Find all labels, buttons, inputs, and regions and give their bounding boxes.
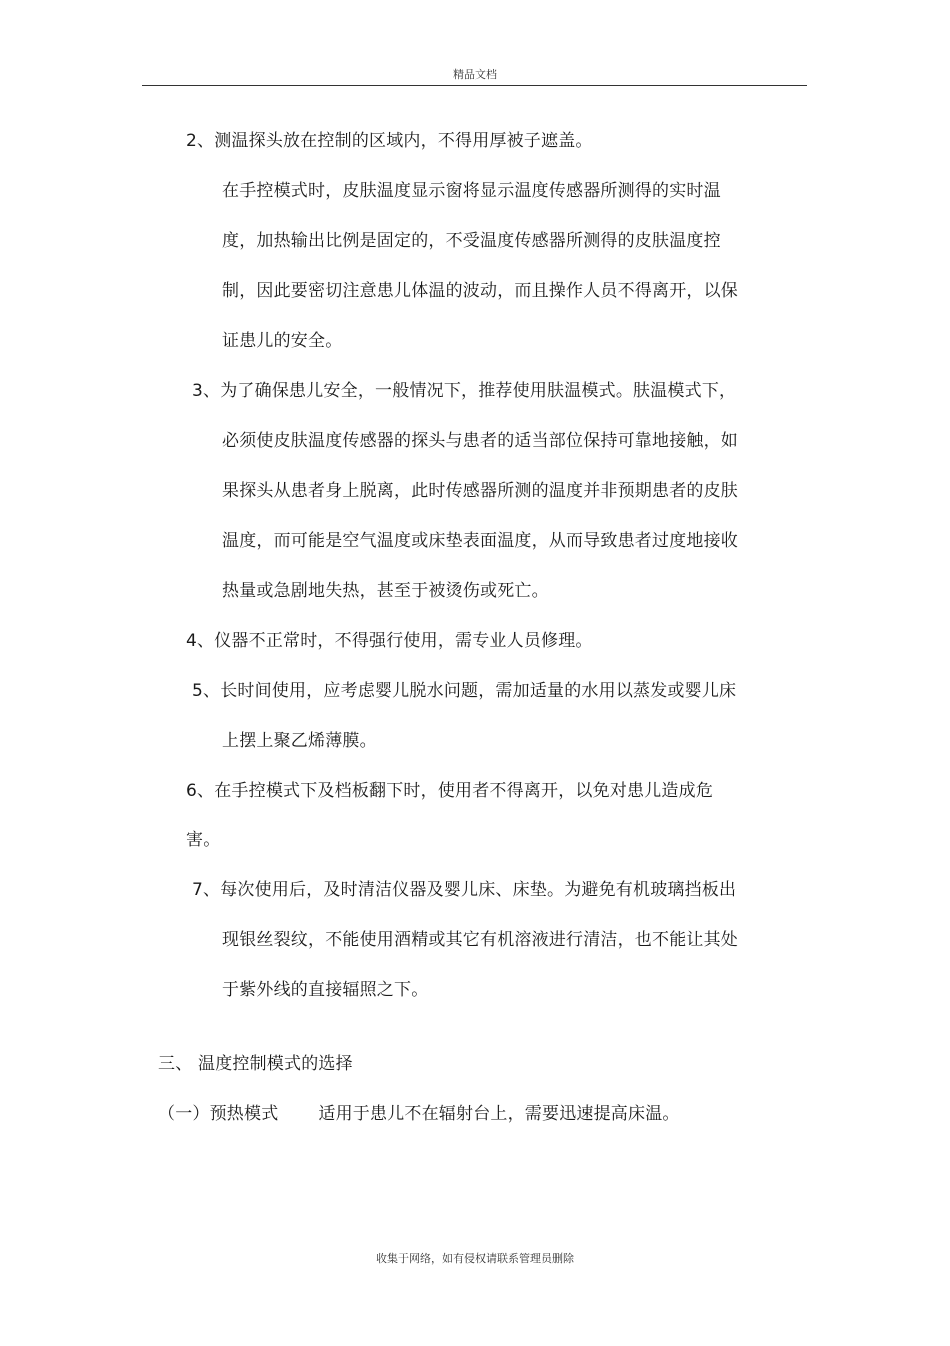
item-4-line-1: 4、仪器不正常时，不得强行使用，需专业人员修理。 bbox=[186, 631, 593, 651]
item-3-line-1: 3、为了确保患儿安全，一般情况下，推荐使用肤温模式。肤温模式下， bbox=[192, 381, 737, 401]
item-2-line-5: 证患儿的安全。 bbox=[222, 331, 343, 351]
item-7-line-3: 于紫外线的直接辐照之下。 bbox=[222, 980, 429, 1000]
item-2-line-4: 制，因此要密切注意患儿体温的波动，而且操作人员不得离开，以保 bbox=[222, 281, 738, 301]
item-2-line-3: 度，加热输出比例是固定的，不受温度传感器所测得的皮肤温度控 bbox=[222, 231, 721, 251]
item-2-line-1: 2、测温探头放在控制的区域内，不得用厚被子遮盖。 bbox=[186, 131, 593, 151]
item-7-line-2: 现银丝裂纹，不能使用酒精或其它有机溶液进行清洁，也不能让其处 bbox=[222, 930, 738, 950]
header-divider bbox=[142, 85, 807, 86]
item-6-line-2: 害。 bbox=[186, 830, 221, 850]
item-7-line-1: 7、每次使用后，及时清洁仪器及婴儿床、床垫。为避免有机玻璃挡板出 bbox=[192, 880, 737, 900]
item-3-line-4: 温度，而可能是空气温度或床垫表面温度，从而导致患者过度地接收 bbox=[222, 531, 738, 551]
item-3-line-2: 必须使皮肤温度传感器的探头与患者的适当部位保持可靠地接触，如 bbox=[222, 431, 738, 451]
item-3-line-5: 热量或急剧地失热，甚至于被烫伤或死亡。 bbox=[222, 581, 549, 601]
item-5-line-1: 5、长时间使用，应考虑婴儿脱水问题，需加适量的水用以蒸发或婴儿床 bbox=[192, 681, 737, 701]
section-3-heading: 三、 温度控制模式的选择 bbox=[158, 1054, 353, 1074]
page-footer: 收集于网络，如有侵权请联系管理员删除 bbox=[376, 1252, 574, 1265]
preheat-mode-line: （一）预热模式 适用于患儿不在辐射台上，需要迅速提高床温。 bbox=[158, 1104, 680, 1124]
page-header: 精品文档 bbox=[453, 68, 497, 81]
item-5-line-2: 上摆上聚乙烯薄膜。 bbox=[222, 731, 377, 751]
item-6-line-1: 6、在手控模式下及档板翻下时，使用者不得离开，以免对患儿造成危 bbox=[186, 781, 714, 801]
item-3-line-3: 果探头从患者身上脱离，此时传感器所测的温度并非预期患者的皮肤 bbox=[222, 481, 738, 501]
item-2-line-2: 在手控模式时，皮肤温度显示窗将显示温度传感器所测得的实时温 bbox=[222, 181, 721, 201]
